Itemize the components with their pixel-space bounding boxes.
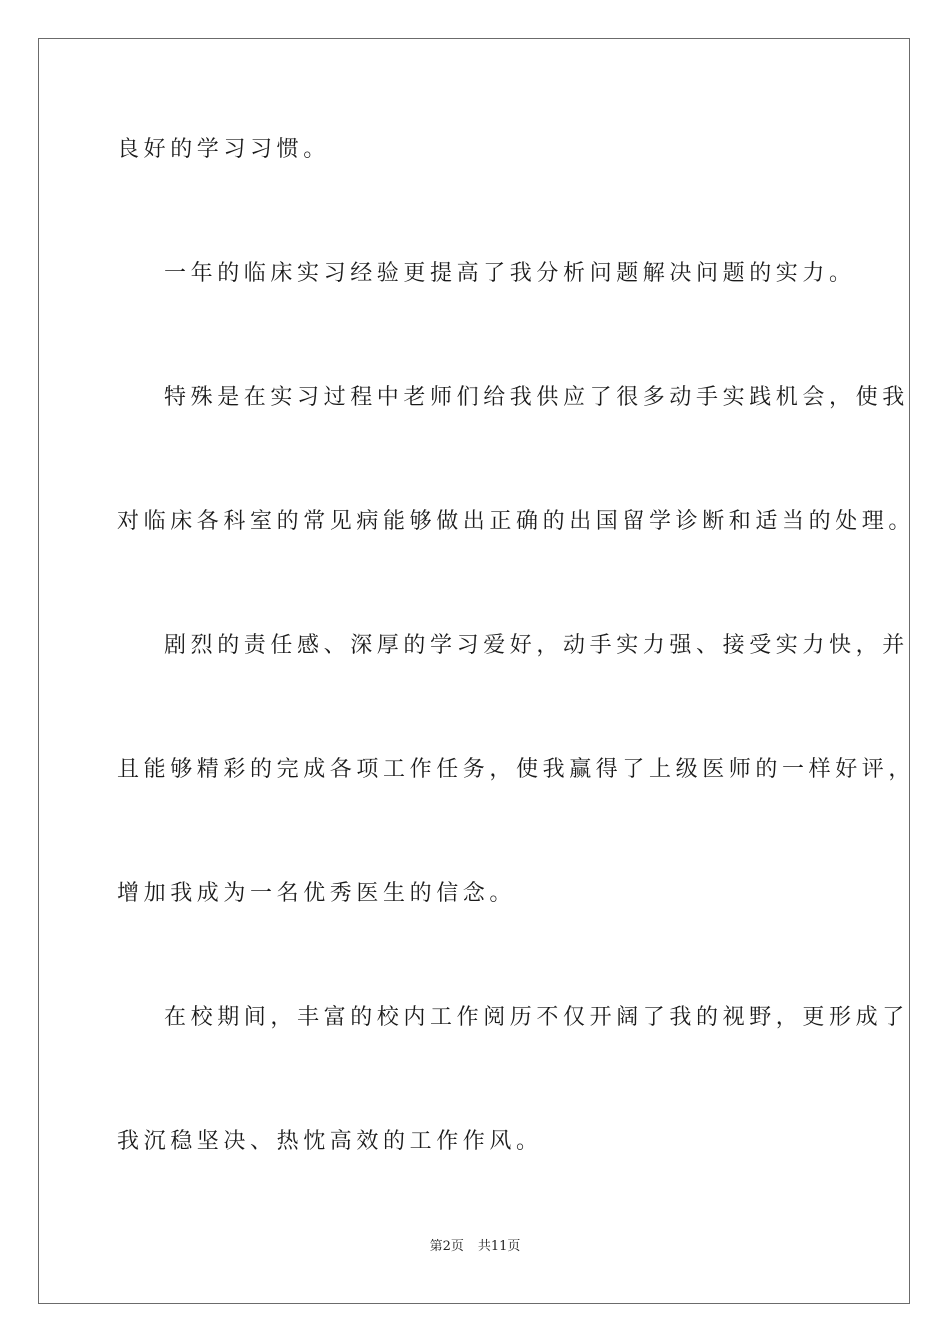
text-line-8: 在校期间，丰富的校内工作阅历不仅开阔了我的视野，更形成了 — [164, 1005, 909, 1030]
text-line-5: 剧烈的责任感、深厚的学习爱好，动手实力强、接受实力快，并 — [164, 633, 909, 658]
page-footer — [0, 1239, 950, 1255]
page-total: 共11页 — [477, 1239, 521, 1254]
text-line-6: 且能够精彩的完成各项工作任务，使我赢得了上级医师的一样好评， — [117, 757, 916, 782]
text-line-2: 一年的临床实习经验更提高了我分析问题解决问题的实力。 — [164, 261, 856, 286]
text-line-4: 对临床各科室的常见病能够做出正确的出国留学诊断和适当的处理。 — [117, 509, 916, 534]
text-line-9: 我沉稳坚决、热忱高效的工作作风。 — [117, 1129, 543, 1154]
text-line-3: 特殊是在实习过程中老师们给我供应了很多动手实践机会，使我 — [164, 385, 909, 410]
text-line-1: 良好的学习习惯。 — [117, 137, 330, 162]
page-frame — [38, 38, 910, 1304]
page-number: 第2页 — [429, 1239, 464, 1254]
text-line-7: 增加我成为一名优秀医生的信念。 — [117, 881, 517, 906]
